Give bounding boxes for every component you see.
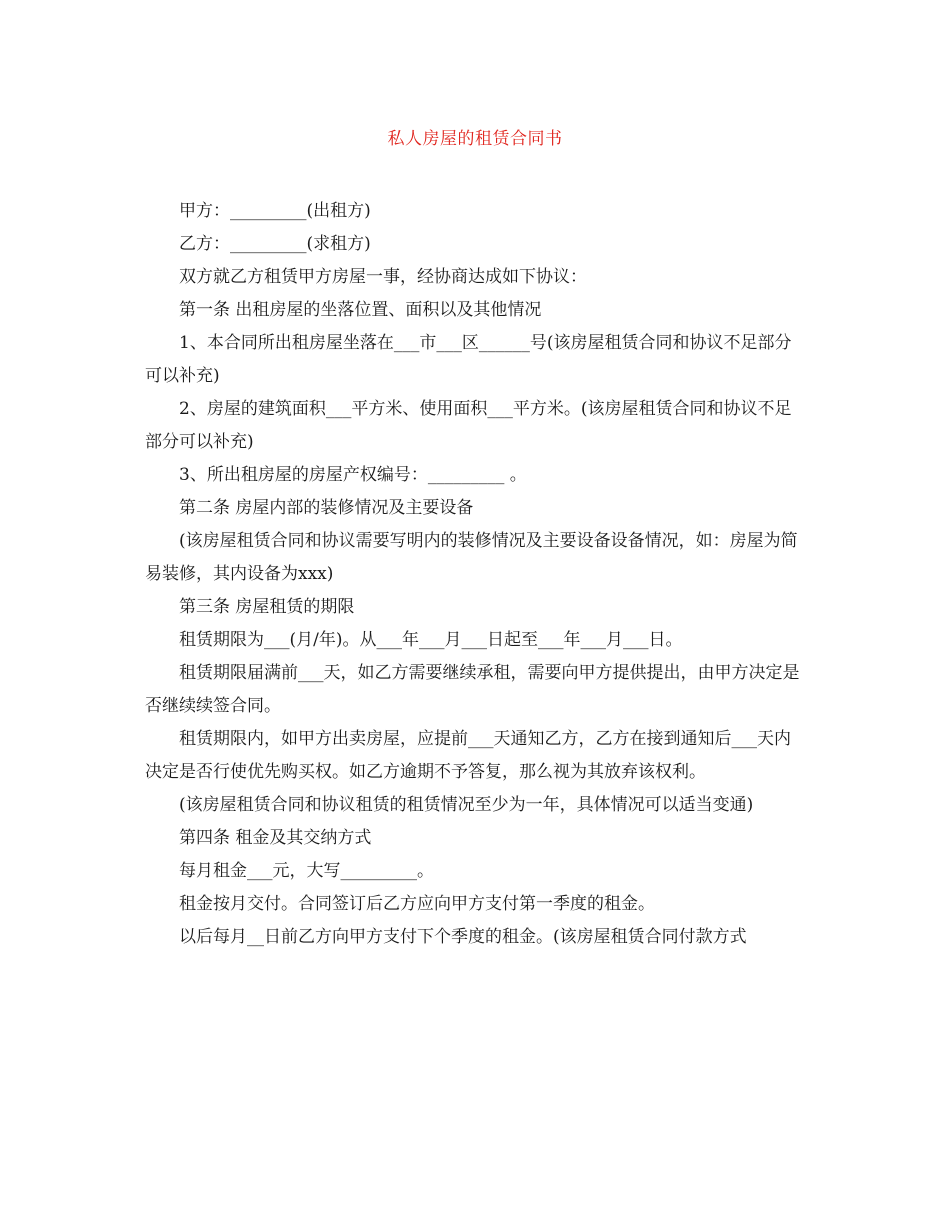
article-2-heading: 第二条 房屋内部的装修情况及主要设备 xyxy=(179,498,474,518)
article-3-term: 租赁期限为___(月/年)。从___年___月___日起至___年___月___日。 xyxy=(179,630,683,650)
document-body xyxy=(145,195,807,954)
agreement-intro: 双方就乙方租赁甲方房屋一事，经协商达成如下协议： xyxy=(179,267,587,287)
article-1-heading: 第一条 出租房屋的坐落位置、面积以及其他情况 xyxy=(179,300,542,320)
article-3-note: (该房屋租赁合同和协议租赁的租赁情况至少为一年，具体情况可以适当变通) xyxy=(179,795,754,815)
article-1-item-2: 2、房屋的建筑面积___平方米、使用面积___平方米。(该房屋租赁合同和协议不足部分可以补充) xyxy=(145,399,792,452)
party-a-line: 甲方：_________(出租方) xyxy=(179,201,371,221)
article-4-payment-schedule: 租金按月交付。合同签订后乙方应向甲方支付第一季度的租金。 xyxy=(179,894,655,914)
article-1-item-1: 1、本合同所出租房屋坐落在___市___区______号(该房屋租赁合同和协议不足部分可以补充) xyxy=(145,333,792,386)
document-title: 私人房屋的租赁合同书 xyxy=(387,129,563,149)
article-1-item-3: 3、所出租房屋的房屋产权编号：_________ 。 xyxy=(179,465,527,485)
article-3-renewal: 租赁期限届满前___天，如乙方需要继续承租，需要向甲方提供提出，由甲方决定是否继续续签合同。 xyxy=(145,663,800,716)
article-4-subsequent-payments: 以后每月__日前乙方向甲方支付下个季度的租金。(该房屋租赁合同付款方式 xyxy=(179,927,747,947)
article-3-heading: 第三条 房屋租赁的期限 xyxy=(179,597,355,617)
article-2-note: (该房屋租赁合同和协议需要写明内的装修情况及主要设备设备情况，如：房屋为简易装修，其内设备为xxx) xyxy=(145,531,798,584)
article-3-preemption: 租赁期限内，如甲方出卖房屋，应提前___天通知乙方，乙方在接到通知后___天内决定是否行使优先购买权。如乙方逾期不予答复，那么视为其放弃该权利。 xyxy=(145,729,791,782)
party-b-line: 乙方：_________(求租方) xyxy=(179,234,371,254)
article-4-heading: 第四条 租金及其交纳方式 xyxy=(179,828,372,848)
article-4-monthly-rent: 每月租金___元，大写_________。 xyxy=(179,861,434,881)
